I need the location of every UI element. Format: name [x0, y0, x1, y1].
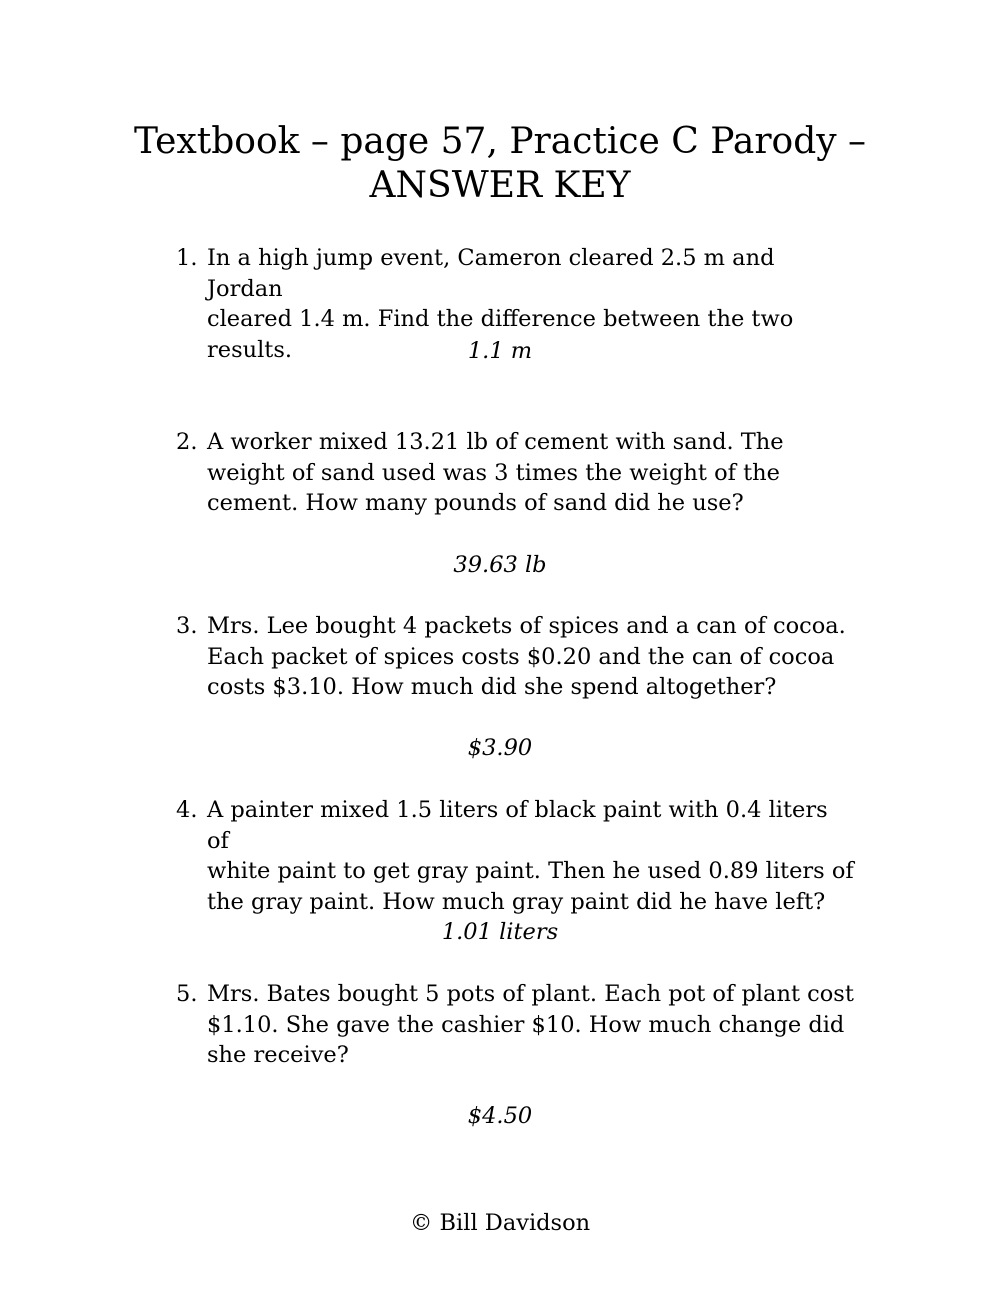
problem-number: 3. [176, 613, 198, 639]
problem-number: 1. [176, 245, 198, 271]
problem-text: Mrs. Bates bought 5 pots of plant. Each pot of plant cost $1.10. She gave the cashier $10. How much change did she receive? [207, 981, 854, 1068]
answer-3: $3.90 [467, 735, 533, 761]
copyright-footer: © Bill Davidson [409, 1210, 591, 1236]
page-title [0, 120, 1000, 208]
answer-2: 39.63 lb [453, 552, 547, 578]
answer-5: $4.50 [467, 1103, 533, 1129]
problem-number: 4. [176, 797, 198, 823]
problem-2 [176, 427, 856, 519]
problem-number: 5. [176, 981, 198, 1007]
problem-text: A worker mixed 13.21 lb of cement with sand. The weight of sand used was 3 times the weight of the cement. How many pounds of sand did he use? [207, 429, 784, 516]
title-line-2: ANSWER KEY [369, 165, 631, 206]
problem-3 [176, 611, 856, 703]
problem-5 [176, 979, 856, 1071]
problem-text: Mrs. Lee bought 4 packets of spices and a can of cocoa. Each packet of spices costs $0.20 and the can of cocoa costs $3.10. How much did she spend altogether? [207, 613, 846, 700]
problem-number: 2. [176, 429, 198, 455]
answer-1: 1.1 m [467, 338, 533, 364]
answer-4: 1.01 liters [441, 919, 559, 945]
problem-text: A painter mixed 1.5 liters of black paint with 0.4 liters of white paint to get gray paint. Then he used 0.89 liters of the gray paint. How much gray paint did he have left? [207, 797, 854, 915]
title-line-1: Textbook – page 57, Practice C Parody – [133, 121, 867, 162]
problem-text: In a high jump event, Cameron cleared 2.5 m and Jordan cleared 1.4 m. Find the difference between the two results. [207, 245, 794, 363]
problem-4 [176, 795, 856, 917]
